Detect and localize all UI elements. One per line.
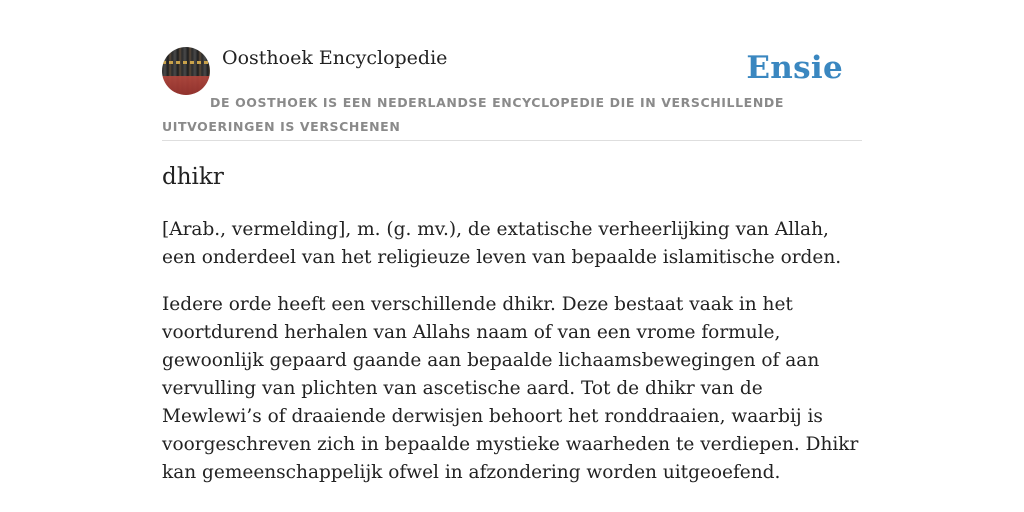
article-body xyxy=(162,216,862,506)
paragraph: [Arab., vermelding], m. (g. mv.), de extatische verheerlijking van Allah, een onderdeel van het religieuze leven van bepaalde islamitische orden. xyxy=(162,219,842,268)
site-tagline: DE OOSTHOEK IS EEN NEDERLANDSE ENCYCLOPEDIE DIE IN VERSCHILLENDE UITVOERINGEN IS VERSCHENEN xyxy=(162,95,784,134)
book-spines-icon[interactable] xyxy=(162,47,210,95)
ensie-logo[interactable]: Ensie xyxy=(746,50,843,86)
header xyxy=(162,46,862,141)
page-title: dhikr xyxy=(162,164,224,190)
site-title[interactable]: Oosthoek Encyclopedie xyxy=(222,47,448,69)
paragraph: Iedere orde heeft een verschillende dhikr. Deze bestaat vaak in het voortdurend herhalen van Allahs naam of van een vrome formule, gewoonlijk gepaard gaande aan bepaalde lichaamsbewegingen of aan vervulling van plichten van ascetische aard. Tot de dhikr van de Mewlewi’s of draaiende derwisjen behoort het ronddraaien, waarbij is voorgeschreven zich in bepaalde mystieke waarheden te verdiepen. Dhikr kan gemeenschappelijk ofwel in afzondering worden uitgeoefend. xyxy=(162,294,859,483)
